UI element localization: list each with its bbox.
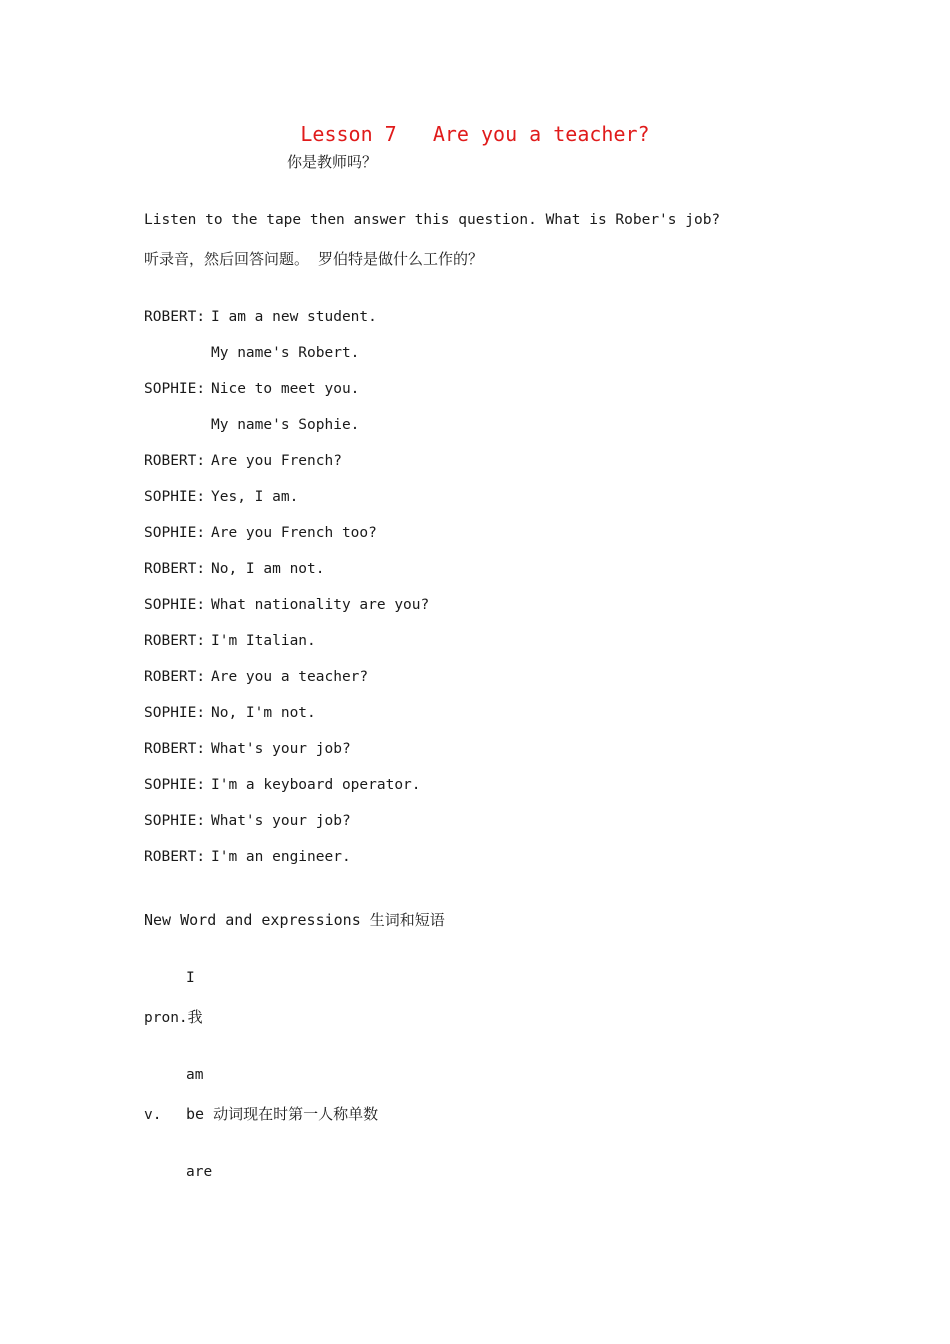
speaker-label: SOPHIE:	[144, 489, 206, 505]
speaker-label: SOPHIE:	[144, 381, 206, 397]
word-meaning: 我	[187, 1008, 203, 1026]
dialogue-line	[144, 705, 316, 721]
dialogue-text: Nice to meet you.	[211, 381, 360, 397]
title-translation: 你是教师吗？	[287, 153, 378, 171]
dialogue-text: My name's Sophie.	[211, 417, 360, 433]
dialogue-line	[144, 309, 377, 325]
vocab-definition	[144, 1103, 378, 1124]
speaker-label: ROBERT:	[144, 561, 206, 577]
dialogue-text: Yes, I am.	[211, 489, 299, 505]
speaker-label: SOPHIE:	[144, 777, 206, 793]
part-of-speech: v.	[144, 1107, 162, 1123]
speaker-label: ROBERT:	[144, 669, 206, 685]
speaker-label: ROBERT:	[144, 453, 206, 469]
dialogue-line	[144, 633, 316, 649]
lesson-number: Lesson 7	[300, 122, 397, 146]
speaker-label: ROBERT:	[144, 849, 206, 865]
dialogue-text: What's your job?	[211, 741, 351, 757]
dialogue-line	[144, 597, 429, 613]
vocab-word: are	[186, 1164, 213, 1180]
dialogue-text: Are you a teacher?	[211, 669, 369, 685]
dialogue-line	[144, 849, 351, 865]
dialogue-line	[144, 669, 368, 685]
dialogue-text: What's your job?	[211, 813, 351, 829]
dialogue-line	[144, 813, 351, 829]
dialogue-text: Are you French?	[211, 453, 342, 469]
dialogue-line	[144, 777, 421, 793]
speaker-label: SOPHIE:	[144, 705, 206, 721]
vocab-heading: New Word and expressions 生词和短语	[144, 911, 445, 929]
dialogue-text: My name's Robert.	[211, 345, 360, 361]
dialogue-line	[144, 453, 342, 469]
dialogue-text: No, I am not.	[211, 561, 325, 577]
dialogue-text: Are you French too?	[211, 525, 377, 541]
vocab-word: am	[186, 1067, 204, 1083]
dialogue-line	[144, 525, 377, 541]
speaker-label: ROBERT:	[144, 309, 206, 325]
lesson-question: Are you a teacher?	[432, 122, 650, 146]
dialogue-line	[144, 489, 298, 505]
speaker-label: SOPHIE:	[144, 597, 206, 613]
speaker-label: SOPHIE:	[144, 525, 206, 541]
dialogue-text: I'm an engineer.	[211, 849, 351, 865]
speaker-label: SOPHIE:	[144, 813, 206, 829]
speaker-label: ROBERT:	[144, 633, 206, 649]
instruction-english: Listen to the tape then answer this question. What is Rober's job?	[144, 212, 721, 228]
vocab-definition	[144, 1006, 203, 1027]
lesson-title	[0, 122, 950, 146]
dialogue-line	[144, 345, 359, 361]
part-of-speech: pron.	[144, 1010, 188, 1026]
dialogue-line	[144, 741, 351, 757]
dialogue-line	[144, 381, 359, 397]
dialogue-text: No, I'm not.	[211, 705, 316, 721]
dialogue-text: I'm Italian.	[211, 633, 316, 649]
dialogue-text: I am a new student.	[211, 309, 377, 325]
dialogue-line	[144, 561, 325, 577]
dialogue-line	[144, 417, 359, 433]
dialogue-text: What nationality are you?	[211, 597, 430, 613]
instruction-chinese: 听录音，然后回答问题。 罗伯特是做什么工作的？	[144, 250, 484, 268]
dialogue-text: I'm a keyboard operator.	[211, 777, 421, 793]
vocab-word: I	[186, 970, 195, 986]
word-meaning: be 动词现在时第一人称单数	[186, 1105, 379, 1123]
speaker-label: ROBERT:	[144, 741, 206, 757]
